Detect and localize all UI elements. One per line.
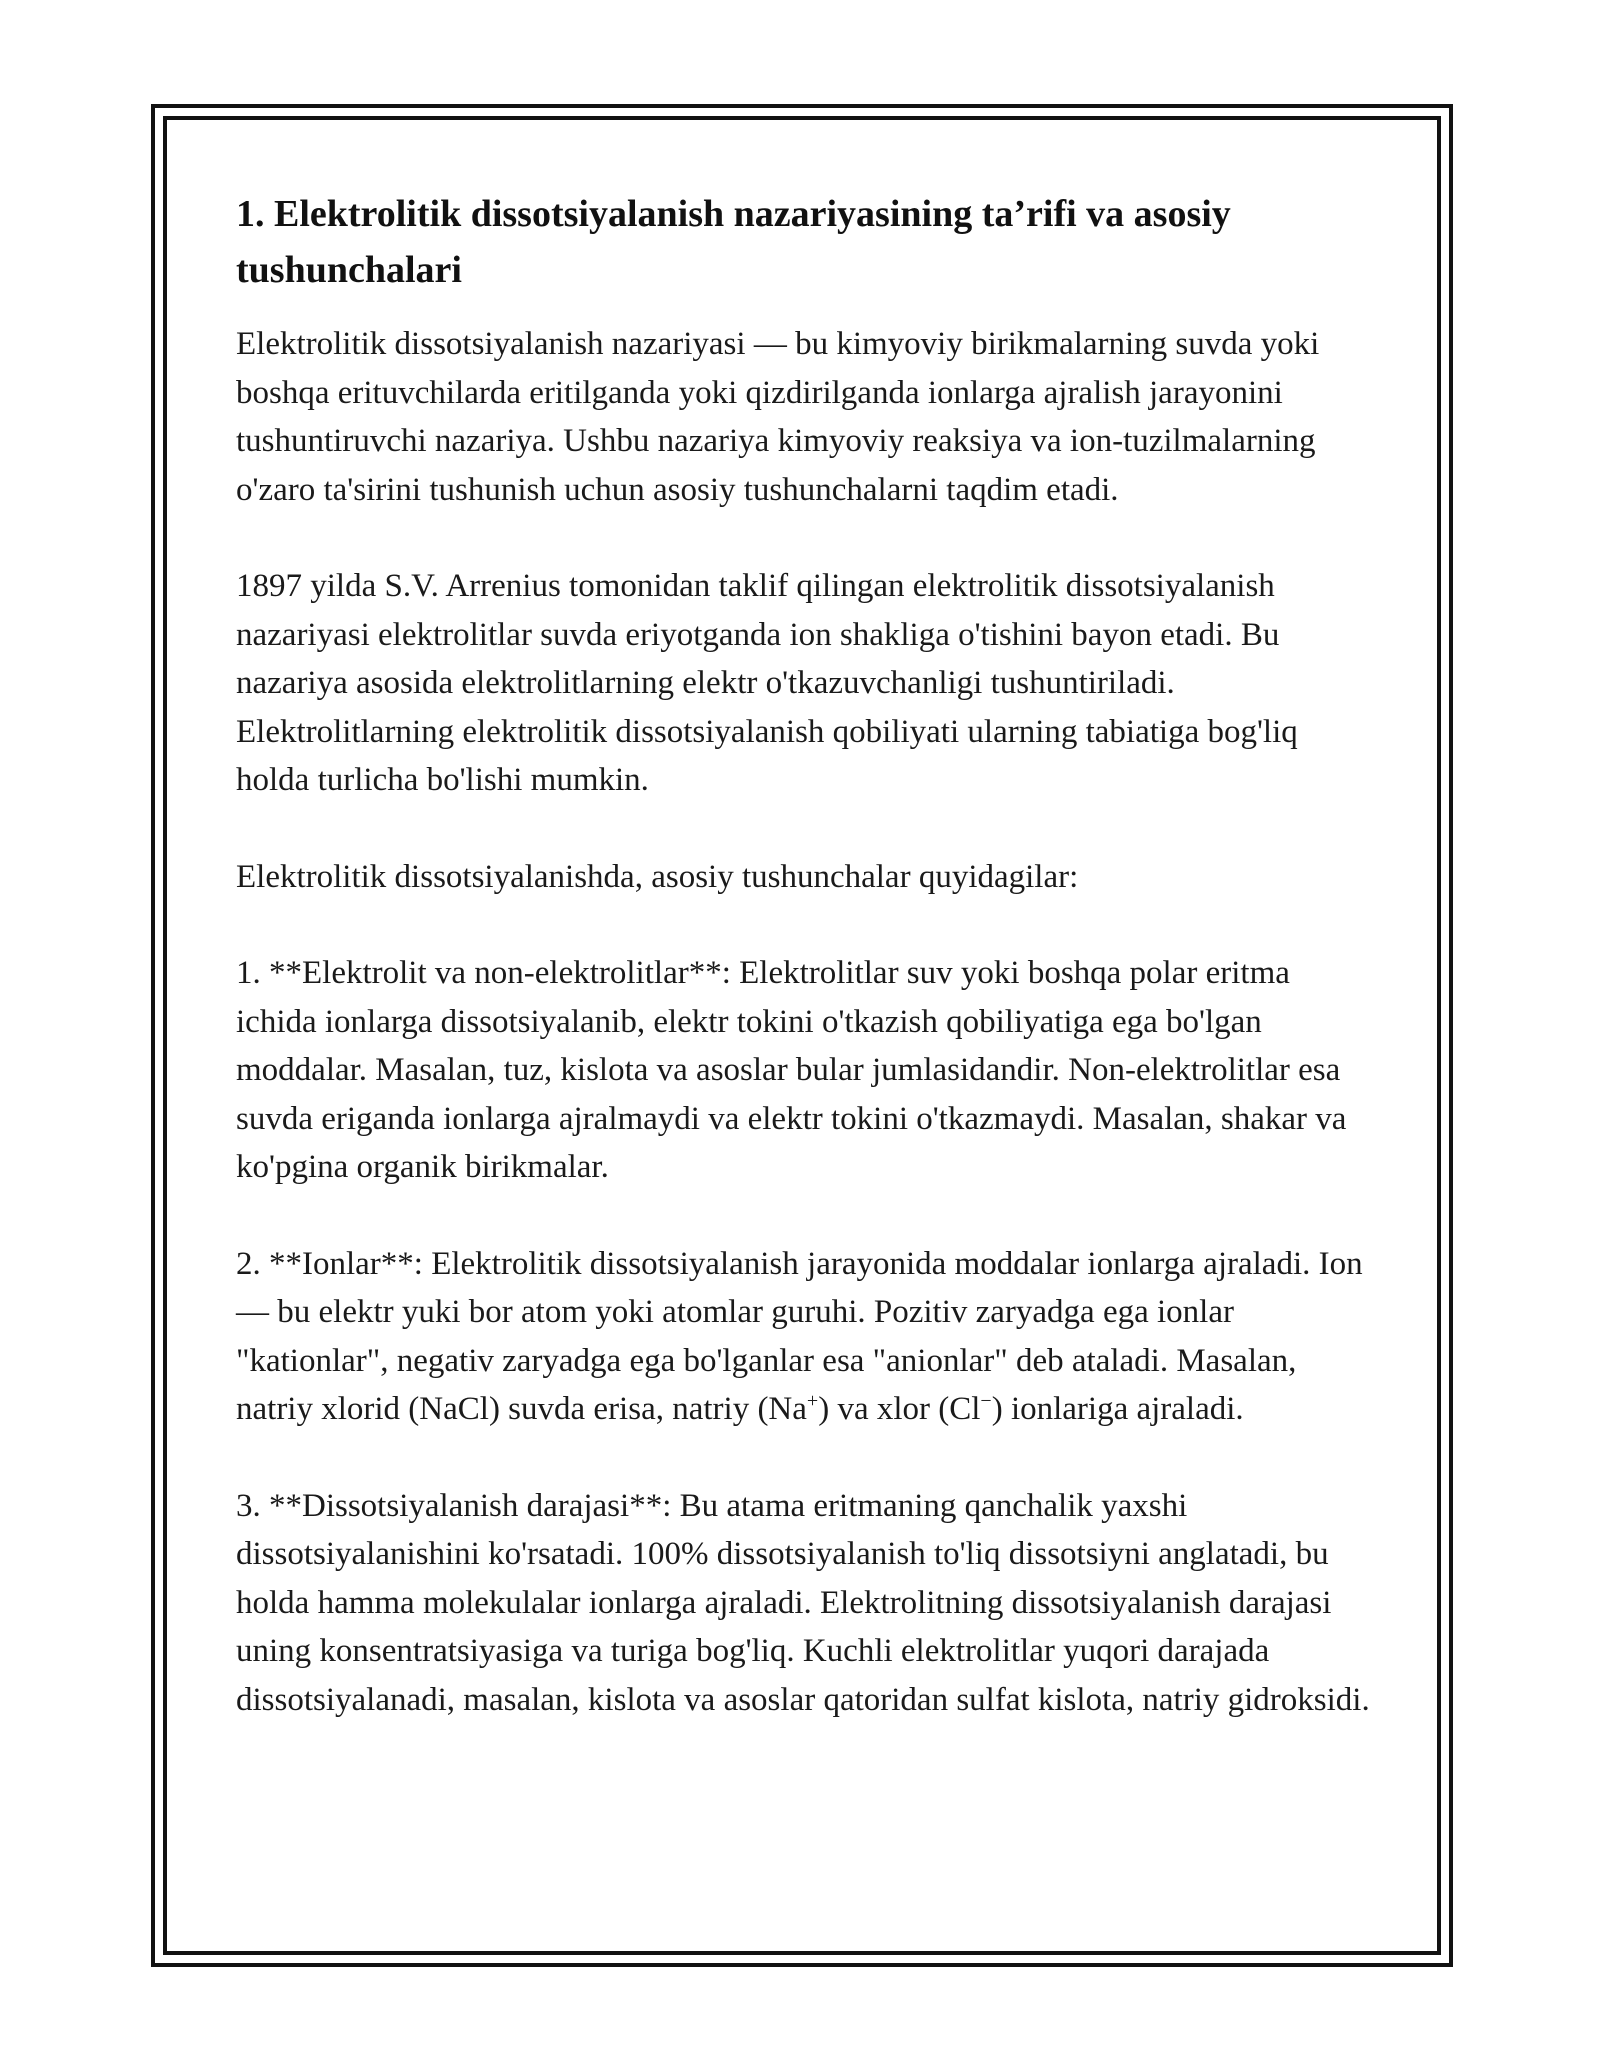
minus-charge: − [980, 1390, 992, 1412]
list-item-dissociation-degree: 3. **Dissotsiyalanish darajasi**: Bu atama eritmaning qanchalik yaxshi dissotsiyalanishini ko'rsatadi. 100% dissotsiyalanish to'liq dissotsiyni anglatadi, bu holda hamma molekulalar ionlarga ajraladi. Elektrolitning dissotsiyalanish darajasi uning konsentratsiyasiga va turiga bog'liq. Kuchli elektrolitlar yuqori darajada dissotsiyalanadi, masalan, kislota va asoslar qatoridan sulfat kislota, natriy gidroksidi. [236, 1487, 1370, 1718]
plus-charge: + [806, 1390, 819, 1412]
list-item-electrolytes: 1. **Elektrolit va non-elektrolitlar**: Elektrolitlar suv yoki boshqa polar eritma ichida ionlarga dissotsiyalanib, elektr tokini o'tkazish qobiliyatiga ega bo'lgan moddalar. Masalan, tuz, kislota va asoslar bular jumlasidandir. Non-elektrolitlar esa suvda eriganda ionlarga ajralmaydi va elektr tokini o'tkazmaydi. Masalan, shakar va ko'pgina organik birikmalar. [236, 955, 1347, 1185]
section-heading: 1. Elektrolitik dissotsiyalanish nazariyasining ta’rifi va asosiy tushunchalari [236, 193, 1231, 291]
ions-text: 2. **Ionlar**: Elektrolitik dissotsiyalanish jarayonida moddalar ionlarga ajraladi. Ion — bu elektr yuki bor atom yoki atomlar guruhi. Pozitiv zaryadga ega ionlar "kationlar", negativ zaryadga ega bo'lganlar esa "anionlar" deb ataladi. Masalan, natriy xlorid (NaCl) suvda erisa, natriy (Na [236, 1245, 1363, 1427]
paragraph-lead-in: Elektrolitik dissotsiyalanishda, asosiy tushunchalar quyidagilar: [236, 858, 1079, 895]
ions-text-end: ) ionlariga ajraladi. [991, 1391, 1244, 1427]
ions-text-mid: ) va xlor (Cl [818, 1391, 981, 1427]
list-item-ions [236, 1240, 1376, 1434]
paragraph-history: 1897 yilda S.V. Arrenius tomonidan taklif qilingan elektrolitik dissotsiyalanish nazariyasi elektrolitlar suvda eriyotganda ion shakliga o'tishini bayon etadi. Bu nazariya asosida elektrolitlarning elektr o'tkazuvchanligi tushuntiriladi. Elektrolitlarning elektrolitik dissotsiyalanish qobiliyati ularning tabiatiga bog'liq holda turlicha bo'lishi mumkin. [236, 568, 1298, 798]
paragraph-intro: Elektrolitik dissotsiyalanish nazariyasi — bu kimyoviy birikmalarning suvda yoki boshqa erituvchilarda eritilganda yoki qizdirilganda ionlarga ajralish jarayonini tushuntiruvchi nazariya. Ushbu nazariya kimyoviy reaksiya va ion-tuzilmalarning o'zaro ta'sirini tushunish uchun asosiy tushunchalarni taqdim etadi. [236, 326, 1320, 508]
document-body [236, 186, 1376, 1772]
